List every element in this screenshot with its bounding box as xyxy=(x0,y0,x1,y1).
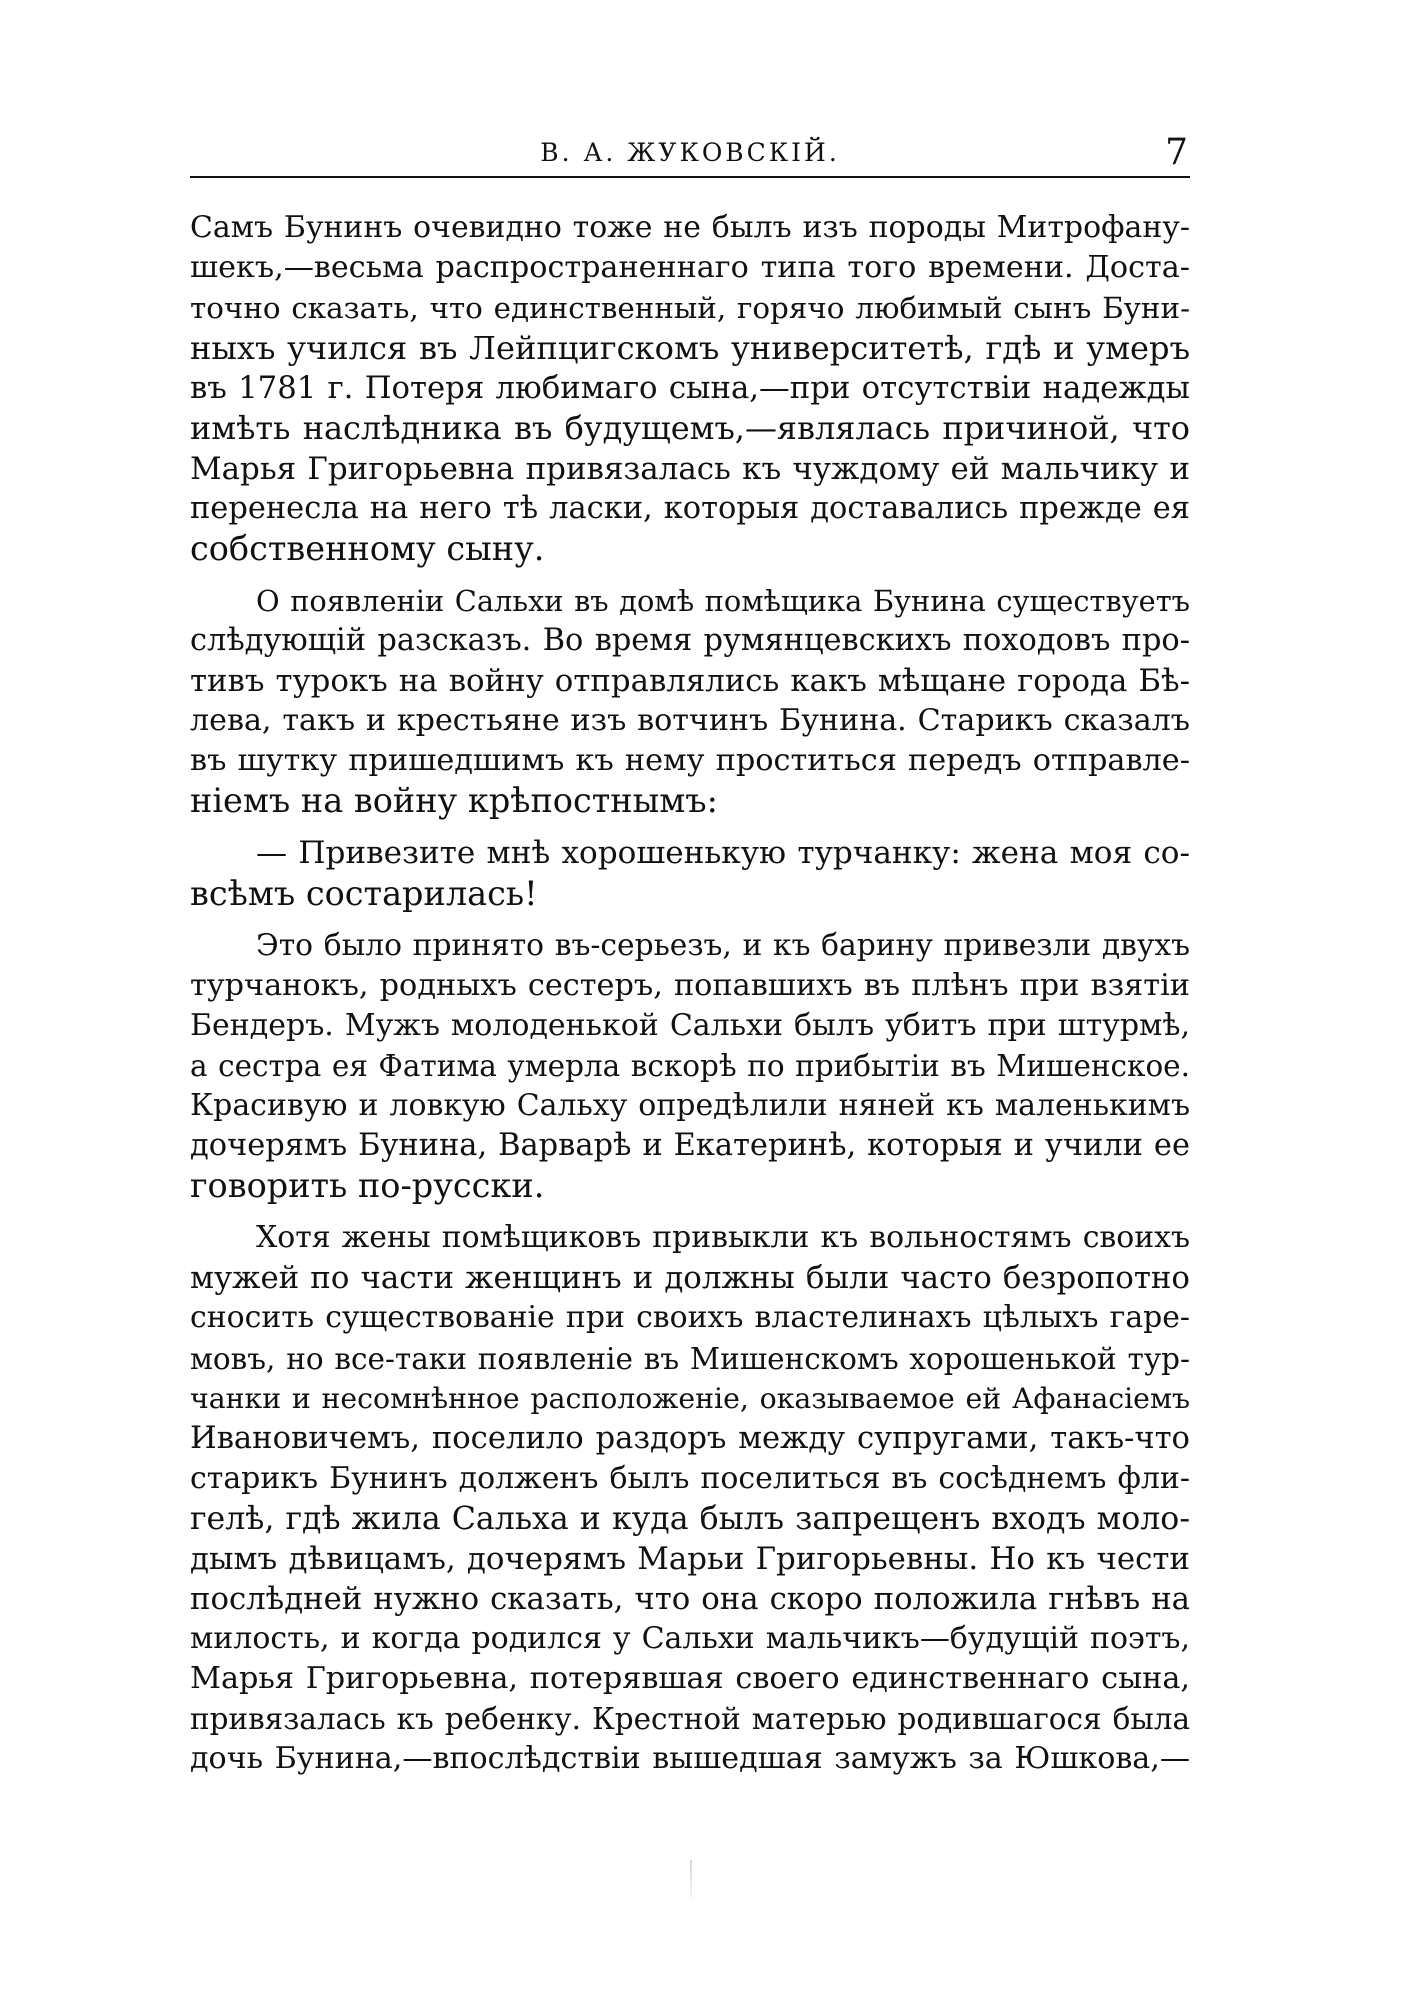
text-line: чанки и несомнѣнное расположеніе, оказываемое ей Афанасіемъ xyxy=(190,1381,1190,1415)
print-smudge xyxy=(690,1860,692,1898)
text-line: дымъ дѣвицамъ, дочерямъ Марьи Григорьевны. Но къ чести xyxy=(190,1541,1190,1577)
text-line: Самъ Бунинъ очевидно тоже не былъ изъ породы Митрофану- xyxy=(190,210,1190,245)
text-line: Хотя жены помѣщиковъ привыкли къ вольностямъ своихъ xyxy=(256,1220,1190,1256)
text-line: — Привезите мнѣ хорошенькую турчанку: жена моя со- xyxy=(256,835,1190,872)
text-line: тивъ турокъ на войну отправлялись какъ мѣщане города Бѣ- xyxy=(190,663,1190,700)
text-line: послѣдней нужно сказать, что она скоро положила гнѣвъ на xyxy=(190,1581,1190,1618)
text-line: привязалась къ ребенку. Крестной матерью родившагося была xyxy=(190,1702,1190,1737)
text-line: Бендеръ. Мужъ молоденькой Сальхи былъ убитъ при штурмѣ, xyxy=(190,1007,1190,1043)
text-line: дочь Бунина,—впослѣдствіи вышедшая замужъ за Юшкова,— xyxy=(190,1741,1190,1777)
text-line: милость, и когда родился у Сальхи мальчикъ—будущій поэтъ, xyxy=(190,1621,1190,1657)
text-line: лева, такъ и крестьяне изъ вотчинъ Бунина. Старикъ сказалъ xyxy=(190,703,1190,739)
text-line: въ 1781 г. Потеря любимаго сына,—при отсутствіи надежды xyxy=(190,370,1190,407)
text-line: перенесла на него тѣ ласки, которыя доставались прежде ея xyxy=(190,490,1190,526)
paragraph-5 xyxy=(190,1218,1190,1779)
text-line: старикъ Бунинъ долженъ былъ поселиться въ сосѣднемъ фли- xyxy=(190,1460,1190,1496)
paragraph-2 xyxy=(190,581,1190,822)
paragraph-4 xyxy=(190,926,1190,1207)
text-line: въ шутку пришедшимъ къ нему проститься передъ отправле- xyxy=(190,743,1190,779)
body-text xyxy=(190,208,1190,1780)
page-number: 7 xyxy=(1165,132,1188,173)
text-line: собственному сыну. xyxy=(190,528,545,568)
text-line: сносить существованіе при своихъ властелинахъ цѣлыхъ гаре- xyxy=(190,1300,1190,1336)
text-line: имѣть наслѣдника въ будущемъ,—являлась причиной, что xyxy=(190,409,1190,448)
running-title: В. А. ЖУКОВСКІЙ. xyxy=(540,138,840,167)
text-line: Марья Григорьевна, потерявшая своего единственнаго сына, xyxy=(190,1661,1190,1697)
running-head xyxy=(190,128,1190,178)
paragraph-1 xyxy=(190,208,1190,569)
text-line: мовъ, но все-таки появленіе въ Мишенскомъ хорошенькой тур- xyxy=(190,1341,1190,1376)
text-line: дочерямъ Бунина, Варварѣ и Екатеринѣ, которыя и учили ее xyxy=(190,1128,1190,1164)
text-line: мужей по части женщинъ и должны были часто безропотно xyxy=(190,1260,1190,1297)
text-line: Ивановичемъ, поселило раздоръ между супругами, такъ-что xyxy=(190,1420,1190,1456)
text-line: точно сказать, что единственный, горячо любимый сынъ Буни- xyxy=(190,291,1190,326)
paragraph-3-quote xyxy=(190,833,1190,913)
book-page xyxy=(190,128,1190,1780)
text-line: Это было принято въ-серьезъ, и къ барину привезли двухъ xyxy=(256,927,1190,963)
text-line: слѣдующій разсказъ. Во время румянцевскихъ походовъ про- xyxy=(190,622,1190,658)
text-line: турчанокъ, родныхъ сестеръ, попавшихъ въ плѣнъ при взятіи xyxy=(190,967,1190,1003)
text-line: ніемъ на войну крѣпостнымъ: xyxy=(190,781,718,821)
text-line: ныхъ учился въ Лейпцигскомъ университетѣ, гдѣ и умеръ xyxy=(190,329,1190,368)
text-line: Марья Григорьевна привязалась къ чуждому ей мальчику и xyxy=(190,450,1190,487)
text-line: а сестра ея Фатима умерла вскорѣ по прибытіи въ Мишенское. xyxy=(190,1048,1190,1083)
text-line: говорить по-русски. xyxy=(190,1166,545,1206)
text-line: шекъ,—весьма распространеннаго типа того времени. Доста- xyxy=(190,250,1190,286)
text-line: Красивую и ловкую Сальху опредѣлили няней къ маленькимъ xyxy=(190,1087,1190,1123)
text-line: гелѣ, гдѣ жила Сальха и куда былъ запрещенъ входъ моло- xyxy=(190,1500,1190,1537)
text-line: О появленіи Сальхи въ домѣ помѣщика Бунина существуетъ xyxy=(256,583,1190,618)
text-line: всѣмъ состарилась! xyxy=(190,873,538,913)
